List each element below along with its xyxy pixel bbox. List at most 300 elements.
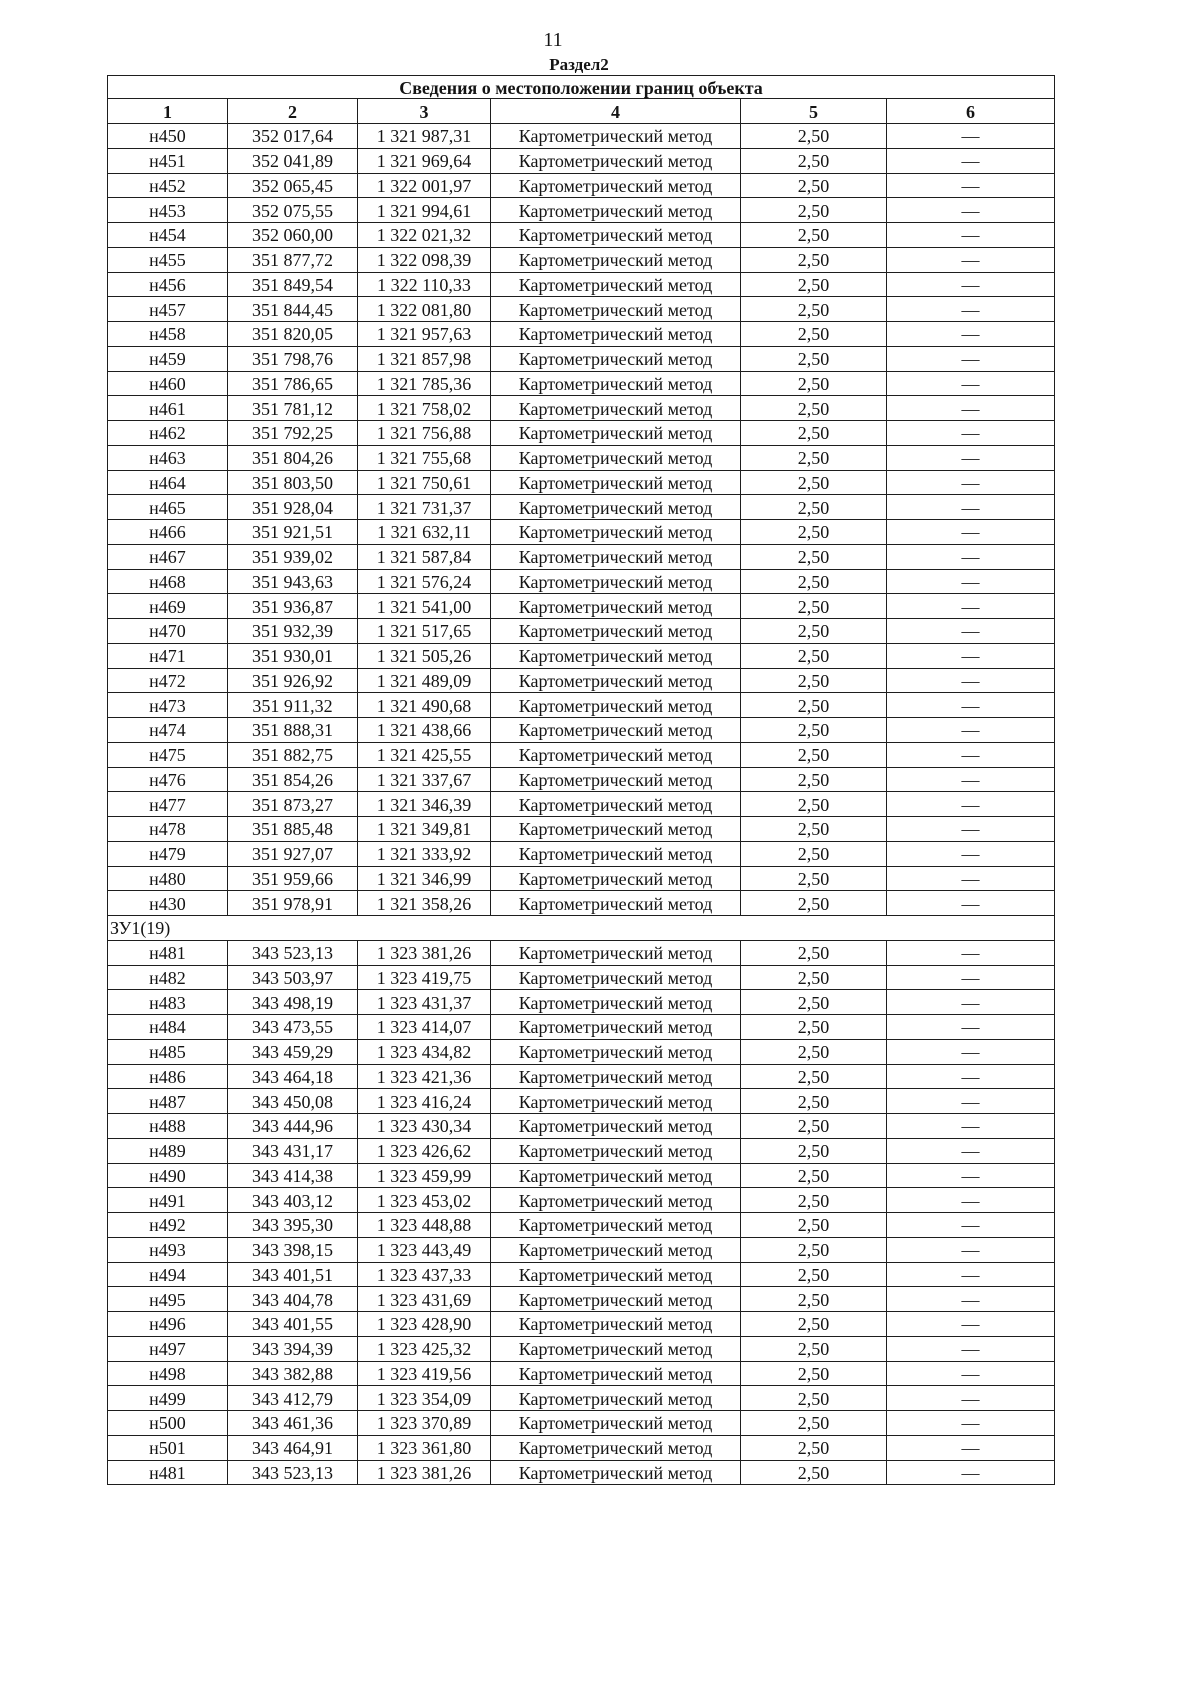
accuracy-cell: 2,50 xyxy=(741,446,887,471)
coordinate-method-cell: Картометрический метод xyxy=(491,1164,741,1189)
table-row xyxy=(107,1263,1055,1288)
y-coordinate-cell: 1 322 021,32 xyxy=(358,223,491,248)
point-designation-cell: н471 xyxy=(107,644,228,669)
coordinate-method-cell: Картометрический метод xyxy=(491,1461,741,1486)
point-designation-cell: н430 xyxy=(107,891,228,916)
accuracy-cell: 2,50 xyxy=(741,966,887,991)
point-description-cell: — xyxy=(887,520,1055,545)
x-coordinate-cell: 351 939,02 xyxy=(228,545,358,570)
table-body xyxy=(107,124,1055,1485)
coordinate-method-cell: Картометрический метод xyxy=(491,1287,741,1312)
accuracy-cell: 2,50 xyxy=(741,297,887,322)
accuracy-cell: 2,50 xyxy=(741,372,887,397)
column-number-cell: 5 xyxy=(741,99,887,124)
point-description-cell: — xyxy=(887,297,1055,322)
coordinate-method-cell: Картометрический метод xyxy=(491,1411,741,1436)
accuracy-cell: 2,50 xyxy=(741,1188,887,1213)
column-number-cell: 3 xyxy=(358,99,491,124)
point-description-cell: — xyxy=(887,1089,1055,1114)
accuracy-cell: 2,50 xyxy=(741,1436,887,1461)
point-designation-cell: н463 xyxy=(107,446,228,471)
point-description-cell: — xyxy=(887,990,1055,1015)
accuracy-cell: 2,50 xyxy=(741,1139,887,1164)
point-designation-cell: н453 xyxy=(107,198,228,223)
y-coordinate-cell: 1 321 337,67 xyxy=(358,768,491,793)
y-coordinate-cell: 1 323 431,69 xyxy=(358,1287,491,1312)
x-coordinate-cell: 352 060,00 xyxy=(228,223,358,248)
point-designation-cell: н455 xyxy=(107,248,228,273)
table-row xyxy=(107,1188,1055,1213)
table-row xyxy=(107,124,1055,149)
y-coordinate-cell: 1 323 414,07 xyxy=(358,1015,491,1040)
table-row xyxy=(107,669,1055,694)
table-row xyxy=(107,570,1055,595)
x-coordinate-cell: 351 888,31 xyxy=(228,718,358,743)
point-description-cell: — xyxy=(887,1337,1055,1362)
y-coordinate-cell: 1 323 354,09 xyxy=(358,1386,491,1411)
coordinate-method-cell: Картометрический метод xyxy=(491,966,741,991)
y-coordinate-cell: 1 321 425,55 xyxy=(358,743,491,768)
point-description-cell: — xyxy=(887,941,1055,966)
accuracy-cell: 2,50 xyxy=(741,223,887,248)
table-row xyxy=(107,1386,1055,1411)
x-coordinate-cell: 351 798,76 xyxy=(228,347,358,372)
y-coordinate-cell: 1 321 731,37 xyxy=(358,495,491,520)
point-designation-cell: н498 xyxy=(107,1362,228,1387)
point-designation-cell: н501 xyxy=(107,1436,228,1461)
coordinate-method-cell: Картометрический метод xyxy=(491,124,741,149)
y-coordinate-cell: 1 323 443,49 xyxy=(358,1238,491,1263)
point-designation-cell: н477 xyxy=(107,792,228,817)
point-designation-cell: н496 xyxy=(107,1312,228,1337)
y-coordinate-cell: 1 322 081,80 xyxy=(358,297,491,322)
accuracy-cell: 2,50 xyxy=(741,248,887,273)
x-coordinate-cell: 343 401,55 xyxy=(228,1312,358,1337)
accuracy-cell: 2,50 xyxy=(741,792,887,817)
accuracy-cell: 2,50 xyxy=(741,693,887,718)
accuracy-cell: 2,50 xyxy=(741,1040,887,1065)
point-description-cell: — xyxy=(887,718,1055,743)
point-description-cell: — xyxy=(887,743,1055,768)
accuracy-cell: 2,50 xyxy=(741,1386,887,1411)
point-description-cell: — xyxy=(887,273,1055,298)
table-row xyxy=(107,223,1055,248)
table-row xyxy=(107,1164,1055,1189)
x-coordinate-cell: 351 928,04 xyxy=(228,495,358,520)
y-coordinate-cell: 1 323 419,56 xyxy=(358,1362,491,1387)
coordinate-method-cell: Картометрический метод xyxy=(491,248,741,273)
x-coordinate-cell: 351 786,65 xyxy=(228,372,358,397)
accuracy-cell: 2,50 xyxy=(741,149,887,174)
x-coordinate-cell: 343 459,29 xyxy=(228,1040,358,1065)
accuracy-cell: 2,50 xyxy=(741,867,887,892)
coordinate-method-cell: Картометрический метод xyxy=(491,570,741,595)
table-row xyxy=(107,248,1055,273)
point-description-cell: — xyxy=(887,248,1055,273)
table-row xyxy=(107,273,1055,298)
coordinate-method-cell: Картометрический метод xyxy=(491,471,741,496)
y-coordinate-cell: 1 323 361,80 xyxy=(358,1436,491,1461)
x-coordinate-cell: 351 978,91 xyxy=(228,891,358,916)
table-row xyxy=(107,644,1055,669)
y-coordinate-cell: 1 323 381,26 xyxy=(358,941,491,966)
coordinate-method-cell: Картометрический метод xyxy=(491,842,741,867)
y-coordinate-cell: 1 321 490,68 xyxy=(358,693,491,718)
coordinate-method-cell: Картометрический метод xyxy=(491,1337,741,1362)
table-row xyxy=(107,990,1055,1015)
x-coordinate-cell: 351 803,50 xyxy=(228,471,358,496)
point-designation-cell: н483 xyxy=(107,990,228,1015)
accuracy-cell: 2,50 xyxy=(741,1312,887,1337)
table-row xyxy=(107,867,1055,892)
y-coordinate-cell: 1 323 426,62 xyxy=(358,1139,491,1164)
x-coordinate-cell: 343 414,38 xyxy=(228,1164,358,1189)
point-designation-cell: н468 xyxy=(107,570,228,595)
coordinate-method-cell: Картометрический метод xyxy=(491,396,741,421)
coordinate-method-cell: Картометрический метод xyxy=(491,421,741,446)
x-coordinate-cell: 343 450,08 xyxy=(228,1089,358,1114)
accuracy-cell: 2,50 xyxy=(741,495,887,520)
x-coordinate-cell: 343 401,51 xyxy=(228,1263,358,1288)
table-row xyxy=(107,495,1055,520)
x-coordinate-cell: 351 820,05 xyxy=(228,322,358,347)
point-description-cell: — xyxy=(887,1015,1055,1040)
coordinate-method-cell: Картометрический метод xyxy=(491,817,741,842)
point-designation-cell: н481 xyxy=(107,1461,228,1486)
column-number-cell: 1 xyxy=(107,99,228,124)
y-coordinate-cell: 1 321 750,61 xyxy=(358,471,491,496)
table-row xyxy=(107,718,1055,743)
table-row xyxy=(107,619,1055,644)
x-coordinate-cell: 351 926,92 xyxy=(228,669,358,694)
table-row xyxy=(107,693,1055,718)
point-description-cell: — xyxy=(887,1065,1055,1090)
coordinate-method-cell: Картометрический метод xyxy=(491,322,741,347)
x-coordinate-cell: 343 398,15 xyxy=(228,1238,358,1263)
point-description-cell: — xyxy=(887,1040,1055,1065)
point-designation-cell: н462 xyxy=(107,421,228,446)
point-description-cell: — xyxy=(887,223,1055,248)
x-coordinate-cell: 343 382,88 xyxy=(228,1362,358,1387)
y-coordinate-cell: 1 321 541,00 xyxy=(358,594,491,619)
point-description-cell: — xyxy=(887,1114,1055,1139)
coordinate-method-cell: Картометрический метод xyxy=(491,198,741,223)
point-designation-cell: н486 xyxy=(107,1065,228,1090)
point-designation-cell: н487 xyxy=(107,1089,228,1114)
x-coordinate-cell: 343 404,78 xyxy=(228,1287,358,1312)
accuracy-cell: 2,50 xyxy=(741,990,887,1015)
x-coordinate-cell: 343 503,97 xyxy=(228,966,358,991)
x-coordinate-cell: 343 412,79 xyxy=(228,1386,358,1411)
coordinate-method-cell: Картометрический метод xyxy=(491,891,741,916)
point-description-cell: — xyxy=(887,1263,1055,1288)
page-number: 11 xyxy=(543,29,563,51)
point-description-cell: — xyxy=(887,1139,1055,1164)
y-coordinate-cell: 1 321 576,24 xyxy=(358,570,491,595)
point-designation-cell: н489 xyxy=(107,1139,228,1164)
coordinate-method-cell: Картометрический метод xyxy=(491,1139,741,1164)
coordinate-method-cell: Картометрический метод xyxy=(491,990,741,1015)
table-row xyxy=(107,372,1055,397)
point-description-cell: — xyxy=(887,347,1055,372)
y-coordinate-cell: 1 322 098,39 xyxy=(358,248,491,273)
point-designation-cell: н481 xyxy=(107,941,228,966)
accuracy-cell: 2,50 xyxy=(741,1065,887,1090)
point-designation-cell: н450 xyxy=(107,124,228,149)
accuracy-cell: 2,50 xyxy=(741,669,887,694)
coordinate-method-cell: Картометрический метод xyxy=(491,446,741,471)
table-row xyxy=(107,520,1055,545)
point-description-cell: — xyxy=(887,495,1055,520)
point-description-cell: — xyxy=(887,471,1055,496)
accuracy-cell: 2,50 xyxy=(741,174,887,199)
y-coordinate-cell: 1 323 459,99 xyxy=(358,1164,491,1189)
x-coordinate-cell: 351 854,26 xyxy=(228,768,358,793)
coordinate-method-cell: Картометрический метод xyxy=(491,792,741,817)
point-designation-cell: н454 xyxy=(107,223,228,248)
y-coordinate-cell: 1 321 587,84 xyxy=(358,545,491,570)
y-coordinate-cell: 1 321 857,98 xyxy=(358,347,491,372)
boundaries-table xyxy=(107,75,1055,1485)
point-designation-cell: н461 xyxy=(107,396,228,421)
coordinate-method-cell: Картометрический метод xyxy=(491,520,741,545)
table-row xyxy=(107,421,1055,446)
accuracy-cell: 2,50 xyxy=(741,198,887,223)
x-coordinate-cell: 351 882,75 xyxy=(228,743,358,768)
x-coordinate-cell: 352 065,45 xyxy=(228,174,358,199)
y-coordinate-cell: 1 323 370,89 xyxy=(358,1411,491,1436)
point-designation-cell: н476 xyxy=(107,768,228,793)
point-designation-cell: н484 xyxy=(107,1015,228,1040)
point-description-cell: — xyxy=(887,867,1055,892)
y-coordinate-cell: 1 321 987,31 xyxy=(358,124,491,149)
y-coordinate-cell: 1 321 349,81 xyxy=(358,817,491,842)
point-description-cell: — xyxy=(887,693,1055,718)
table-row xyxy=(107,545,1055,570)
table-row xyxy=(107,1089,1055,1114)
point-designation-cell: н500 xyxy=(107,1411,228,1436)
y-coordinate-cell: 1 323 430,34 xyxy=(358,1114,491,1139)
point-description-cell: — xyxy=(887,174,1055,199)
point-designation-cell: н467 xyxy=(107,545,228,570)
accuracy-cell: 2,50 xyxy=(741,941,887,966)
table-row xyxy=(107,1114,1055,1139)
point-designation-cell: н452 xyxy=(107,174,228,199)
table-row xyxy=(107,322,1055,347)
point-description-cell: — xyxy=(887,1411,1055,1436)
table-row xyxy=(107,1362,1055,1387)
x-coordinate-cell: 351 936,87 xyxy=(228,594,358,619)
table-row xyxy=(107,1040,1055,1065)
accuracy-cell: 2,50 xyxy=(741,421,887,446)
table-row xyxy=(107,1213,1055,1238)
coordinate-method-cell: Картометрический метод xyxy=(491,545,741,570)
y-coordinate-cell: 1 321 346,99 xyxy=(358,867,491,892)
point-designation-cell: н466 xyxy=(107,520,228,545)
point-description-cell: — xyxy=(887,446,1055,471)
point-description-cell: — xyxy=(887,198,1055,223)
y-coordinate-cell: 1 321 438,66 xyxy=(358,718,491,743)
y-coordinate-cell: 1 322 001,97 xyxy=(358,174,491,199)
x-coordinate-cell: 351 943,63 xyxy=(228,570,358,595)
y-coordinate-cell: 1 321 346,39 xyxy=(358,792,491,817)
table-row xyxy=(107,347,1055,372)
coordinate-method-cell: Картометрический метод xyxy=(491,718,741,743)
x-coordinate-cell: 343 473,55 xyxy=(228,1015,358,1040)
coordinate-method-cell: Картометрический метод xyxy=(491,594,741,619)
x-coordinate-cell: 351 930,01 xyxy=(228,644,358,669)
x-coordinate-cell: 343 464,91 xyxy=(228,1436,358,1461)
point-description-cell: — xyxy=(887,1164,1055,1189)
column-number-cell: 2 xyxy=(228,99,358,124)
y-coordinate-cell: 1 321 517,65 xyxy=(358,619,491,644)
coordinate-method-cell: Картометрический метод xyxy=(491,1089,741,1114)
x-coordinate-cell: 351 804,26 xyxy=(228,446,358,471)
accuracy-cell: 2,50 xyxy=(741,570,887,595)
point-designation-cell: н469 xyxy=(107,594,228,619)
section-title: Раздел2 xyxy=(549,55,609,74)
x-coordinate-cell: 351 877,72 xyxy=(228,248,358,273)
point-description-cell: — xyxy=(887,322,1055,347)
point-description-cell: — xyxy=(887,1312,1055,1337)
point-designation-cell: н482 xyxy=(107,966,228,991)
y-coordinate-cell: 1 321 756,88 xyxy=(358,421,491,446)
coordinate-method-cell: Картометрический метод xyxy=(491,1312,741,1337)
point-description-cell: — xyxy=(887,1287,1055,1312)
point-designation-cell: н478 xyxy=(107,817,228,842)
group-label: ЗУ1(19) xyxy=(107,916,1055,941)
point-designation-cell: н474 xyxy=(107,718,228,743)
point-designation-cell: н490 xyxy=(107,1164,228,1189)
point-designation-cell: н465 xyxy=(107,495,228,520)
point-description-cell: — xyxy=(887,619,1055,644)
y-coordinate-cell: 1 321 505,26 xyxy=(358,644,491,669)
accuracy-cell: 2,50 xyxy=(741,520,887,545)
x-coordinate-cell: 343 523,13 xyxy=(228,941,358,966)
coordinate-method-cell: Картометрический метод xyxy=(491,1015,741,1040)
table-row xyxy=(107,1139,1055,1164)
accuracy-cell: 2,50 xyxy=(741,273,887,298)
y-coordinate-cell: 1 321 785,36 xyxy=(358,372,491,397)
coordinate-method-cell: Картометрический метод xyxy=(491,174,741,199)
x-coordinate-cell: 351 959,66 xyxy=(228,867,358,892)
y-coordinate-cell: 1 321 969,64 xyxy=(358,149,491,174)
table-row xyxy=(107,396,1055,421)
point-description-cell: — xyxy=(887,1436,1055,1461)
coordinate-method-cell: Картометрический метод xyxy=(491,1114,741,1139)
table-title-row xyxy=(107,75,1055,99)
accuracy-cell: 2,50 xyxy=(741,124,887,149)
accuracy-cell: 2,50 xyxy=(741,1015,887,1040)
accuracy-cell: 2,50 xyxy=(741,644,887,669)
point-description-cell: — xyxy=(887,1362,1055,1387)
y-coordinate-cell: 1 323 381,26 xyxy=(358,1461,491,1486)
y-coordinate-cell: 1 323 453,02 xyxy=(358,1188,491,1213)
coordinate-method-cell: Картометрический метод xyxy=(491,1040,741,1065)
column-number-cell: 4 xyxy=(491,99,741,124)
table-row xyxy=(107,1337,1055,1362)
table-row xyxy=(107,941,1055,966)
point-description-cell: — xyxy=(887,594,1055,619)
coordinate-method-cell: Картометрический метод xyxy=(491,644,741,669)
point-description-cell: — xyxy=(887,792,1055,817)
accuracy-cell: 2,50 xyxy=(741,1089,887,1114)
point-designation-cell: н499 xyxy=(107,1386,228,1411)
table-row xyxy=(107,1238,1055,1263)
coordinate-method-cell: Картометрический метод xyxy=(491,347,741,372)
point-description-cell: — xyxy=(887,1386,1055,1411)
x-coordinate-cell: 343 395,30 xyxy=(228,1213,358,1238)
point-designation-cell: н485 xyxy=(107,1040,228,1065)
point-designation-cell: н473 xyxy=(107,693,228,718)
coordinate-method-cell: Картометрический метод xyxy=(491,743,741,768)
point-designation-cell: н458 xyxy=(107,322,228,347)
accuracy-cell: 2,50 xyxy=(741,1164,887,1189)
accuracy-cell: 2,50 xyxy=(741,1213,887,1238)
x-coordinate-cell: 352 075,55 xyxy=(228,198,358,223)
y-coordinate-cell: 1 323 434,82 xyxy=(358,1040,491,1065)
point-description-cell: — xyxy=(887,842,1055,867)
point-designation-cell: н497 xyxy=(107,1337,228,1362)
point-description-cell: — xyxy=(887,1188,1055,1213)
x-coordinate-cell: 351 873,27 xyxy=(228,792,358,817)
point-description-cell: — xyxy=(887,570,1055,595)
x-coordinate-cell: 343 394,39 xyxy=(228,1337,358,1362)
coordinate-method-cell: Картометрический метод xyxy=(491,693,741,718)
accuracy-cell: 2,50 xyxy=(741,891,887,916)
point-designation-cell: н456 xyxy=(107,273,228,298)
point-designation-cell: н495 xyxy=(107,1287,228,1312)
x-coordinate-cell: 343 464,18 xyxy=(228,1065,358,1090)
y-coordinate-cell: 1 321 994,61 xyxy=(358,198,491,223)
point-description-cell: — xyxy=(887,1213,1055,1238)
accuracy-cell: 2,50 xyxy=(741,768,887,793)
y-coordinate-cell: 1 323 431,37 xyxy=(358,990,491,1015)
y-coordinate-cell: 1 321 758,02 xyxy=(358,396,491,421)
point-designation-cell: н494 xyxy=(107,1263,228,1288)
point-designation-cell: н491 xyxy=(107,1188,228,1213)
point-description-cell: — xyxy=(887,545,1055,570)
accuracy-cell: 2,50 xyxy=(741,545,887,570)
column-number-row xyxy=(107,99,1055,124)
accuracy-cell: 2,50 xyxy=(741,396,887,421)
table-row xyxy=(107,297,1055,322)
accuracy-cell: 2,50 xyxy=(741,322,887,347)
y-coordinate-cell: 1 323 425,32 xyxy=(358,1337,491,1362)
table-row xyxy=(107,446,1055,471)
y-coordinate-cell: 1 323 428,90 xyxy=(358,1312,491,1337)
table-row xyxy=(107,594,1055,619)
x-coordinate-cell: 343 498,19 xyxy=(228,990,358,1015)
coordinate-method-cell: Картометрический метод xyxy=(491,1386,741,1411)
accuracy-cell: 2,50 xyxy=(741,1114,887,1139)
coordinate-method-cell: Картометрический метод xyxy=(491,495,741,520)
accuracy-cell: 2,50 xyxy=(741,817,887,842)
coordinate-method-cell: Картометрический метод xyxy=(491,1436,741,1461)
y-coordinate-cell: 1 321 489,09 xyxy=(358,669,491,694)
point-description-cell: — xyxy=(887,669,1055,694)
x-coordinate-cell: 351 781,12 xyxy=(228,396,358,421)
point-description-cell: — xyxy=(887,124,1055,149)
x-coordinate-cell: 351 844,45 xyxy=(228,297,358,322)
point-designation-cell: н475 xyxy=(107,743,228,768)
y-coordinate-cell: 1 323 437,33 xyxy=(358,1263,491,1288)
coordinate-method-cell: Картометрический метод xyxy=(491,1188,741,1213)
x-coordinate-cell: 343 431,17 xyxy=(228,1139,358,1164)
coordinate-method-cell: Картометрический метод xyxy=(491,372,741,397)
accuracy-cell: 2,50 xyxy=(741,842,887,867)
x-coordinate-cell: 343 523,13 xyxy=(228,1461,358,1486)
